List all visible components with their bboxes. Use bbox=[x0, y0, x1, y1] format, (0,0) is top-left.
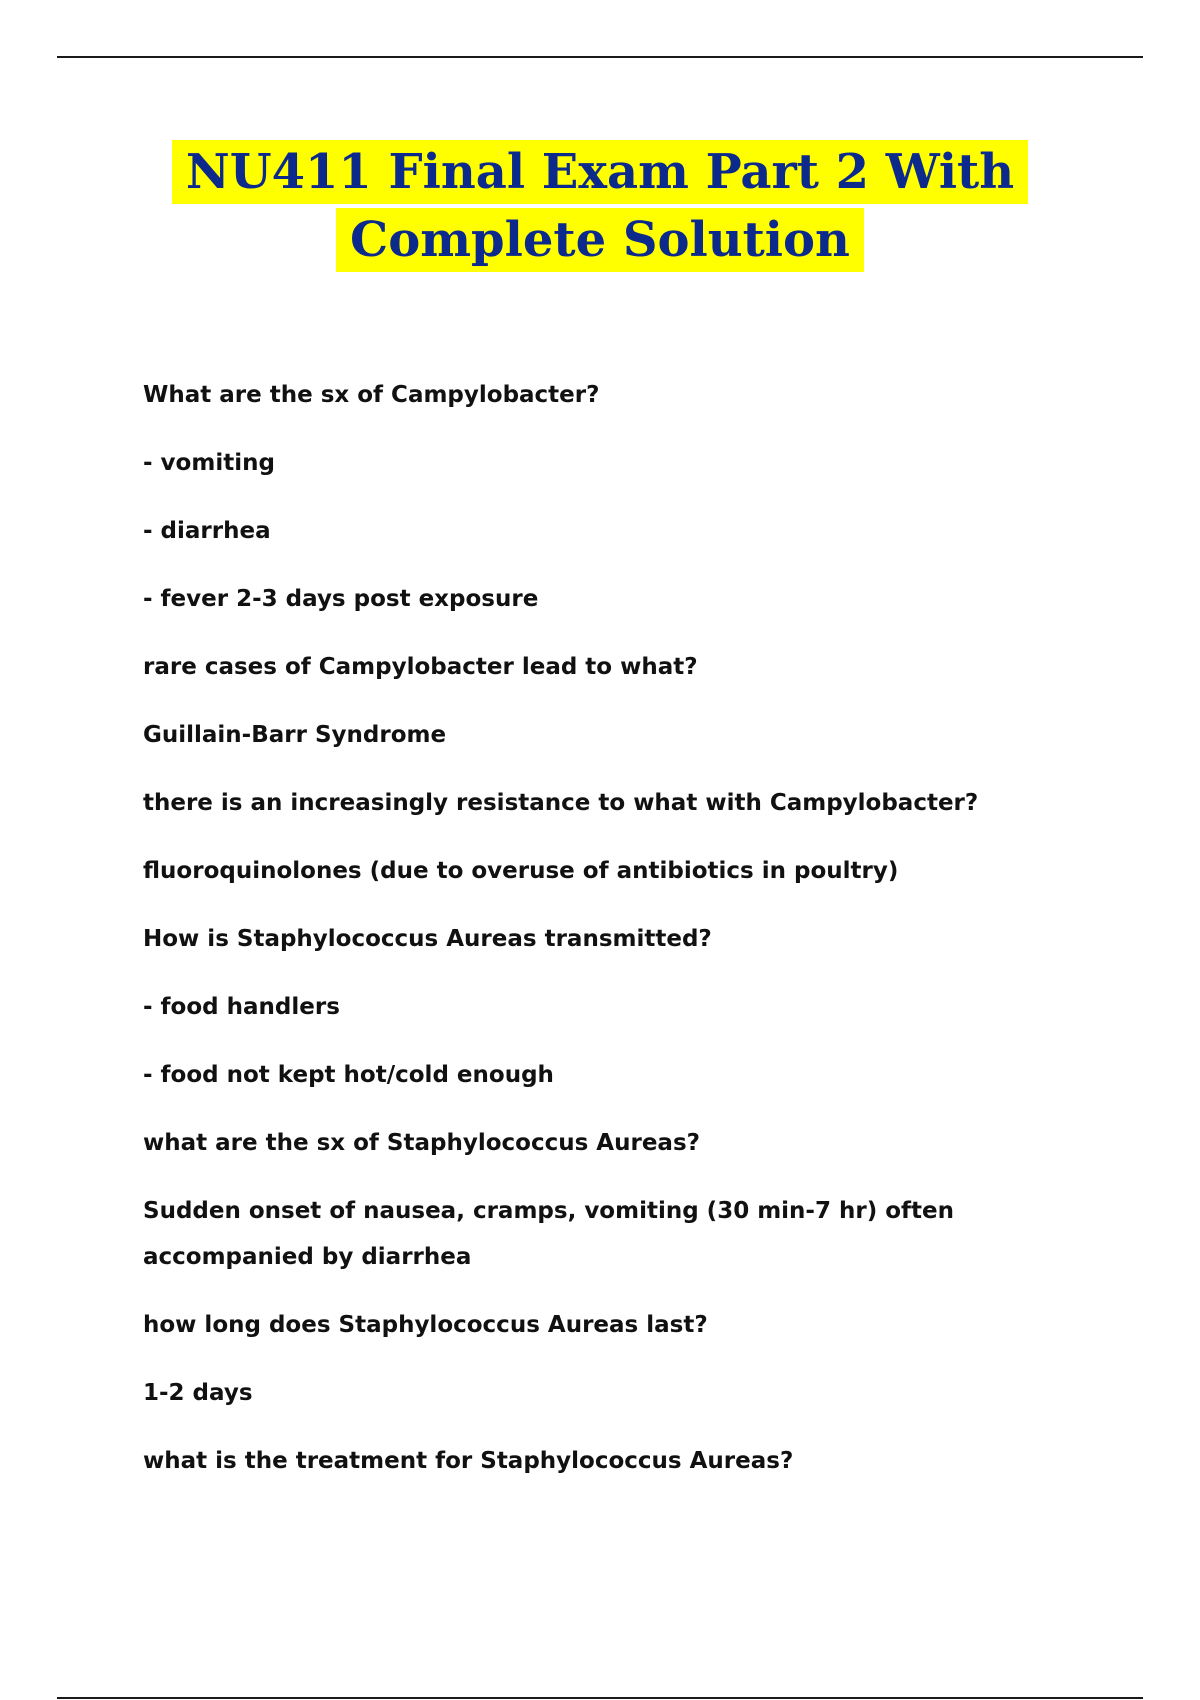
title-line-2: Complete Solution bbox=[336, 208, 864, 272]
top-rule bbox=[57, 56, 1143, 58]
question-line: rare cases of Campylobacter lead to what? bbox=[143, 654, 698, 680]
answer-line: 1-2 days bbox=[143, 1380, 253, 1406]
document-title bbox=[0, 140, 1200, 272]
question-line: What are the sx of Campylobacter? bbox=[143, 382, 600, 408]
answer-line: - food handlers bbox=[143, 994, 340, 1020]
bottom-rule bbox=[57, 1697, 1143, 1699]
question-line: there is an increasingly resistance to what with Campylobacter? bbox=[143, 790, 979, 816]
answer-line: Guillain-Barr Syndrome bbox=[143, 722, 447, 748]
question-line: what is the treatment for Staphylococcus Aureas? bbox=[143, 1448, 794, 1474]
answer-line: fluoroquinolones (due to overuse of antibiotics in poultry) bbox=[143, 858, 899, 884]
answer-line: - vomiting bbox=[143, 450, 275, 476]
question-line: How is Staphylococcus Aureas transmitted? bbox=[143, 926, 712, 952]
answer-line: - fever 2-3 days post exposure bbox=[143, 586, 539, 612]
document-body bbox=[143, 372, 1083, 1506]
question-line: what are the sx of Staphylococcus Aureas? bbox=[143, 1130, 700, 1156]
title-line-1: NU411 Final Exam Part 2 With bbox=[172, 140, 1028, 204]
question-line: how long does Staphylococcus Aureas last? bbox=[143, 1312, 708, 1338]
answer-line: Sudden onset of nausea, cramps, vomiting (30 min-7 hr) often accompanied by diarrhea bbox=[143, 1198, 954, 1270]
answer-line: - food not kept hot/cold enough bbox=[143, 1062, 554, 1088]
answer-line: - diarrhea bbox=[143, 518, 271, 544]
